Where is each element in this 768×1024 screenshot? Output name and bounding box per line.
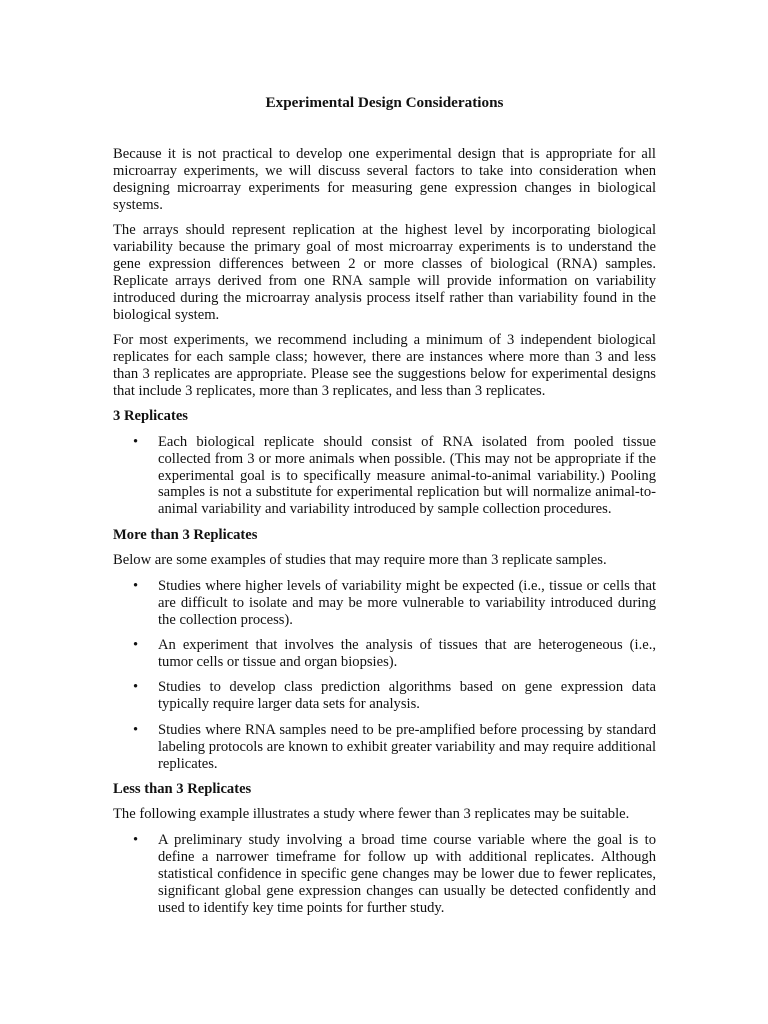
bullet-list-3-replicates	[113, 434, 656, 519]
replication-paragraph: The arrays should represent replication at the highest level by incorporating biological variability because the primary goal of most microarray experiments is to understand the gene expression differences between 2 or more classes of biological (RNA) samples. Replicate arrays derived from one RNA sample will provide information on variability introduced during the microarray analysis process itself rather than variability found in the biological system.	[113, 222, 656, 323]
section-heading-less-than-3: Less than 3 Replicates	[113, 781, 252, 798]
list-item	[113, 679, 656, 713]
section-intro-less-than-3: The following example illustrates a study where fewer than 3 replicates may be suitable.	[113, 806, 630, 823]
section-heading-3-replicates: 3 Replicates	[113, 408, 188, 425]
list-item	[113, 722, 656, 773]
list-item	[113, 832, 656, 917]
section-intro-more-than-3: Below are some examples of studies that may require more than 3 replicate samples.	[113, 552, 607, 569]
list-item	[113, 434, 656, 519]
list-item-text: A preliminary study involving a broad time course variable where the goal is to define a narrower timeframe for follow up with additional replicates. Although statistical confidence in specific gene changes may be lower due to fewer replicates, significant global gene expression changes can usually be detected confidently and used to identify key time points for further study.	[158, 831, 656, 916]
section-heading-more-than-3: More than 3 Replicates	[113, 526, 258, 543]
bullet-icon: •	[133, 433, 139, 450]
document-body	[113, 146, 656, 925]
list-item	[113, 578, 656, 629]
list-item-text: Each biological replicate should consist of RNA isolated from pooled tissue collected from 3 or more animals when possible. (This may not be appropriate if the experimental goal is to specifically measure animal-to-animal variability.) Pooling samples is not a substitute for experimental replication but will normalize animal-to-animal variability and variability introduced by sample collection procedures.	[158, 433, 656, 518]
bullet-icon: •	[133, 831, 139, 848]
intro-paragraph: Because it is not practical to develop one experimental design that is appropriate for all microarray experiments, we will discuss several factors to take into consideration when designing microarray experiments for measuring gene expression changes in biological systems.	[113, 146, 656, 213]
list-item	[113, 637, 656, 671]
document-title: Experimental Design Considerations	[265, 94, 504, 111]
bullet-list-more-than-3	[113, 578, 656, 773]
bullet-list-less-than-3	[113, 832, 656, 917]
list-item-text: Studies where RNA samples need to be pre-amplified before processing by standard labeling protocols are known to exhibit greater variability and may require additional replicates.	[158, 721, 656, 772]
bullet-icon: •	[133, 679, 139, 696]
list-item-text: Studies where higher levels of variability might be expected (i.e., tissue or cells that are difficult to isolate and may be more vulnerable to variability introduced during the collection process).	[158, 577, 656, 628]
bullet-icon: •	[133, 721, 139, 738]
recommendation-paragraph: For most experiments, we recommend including a minimum of 3 independent biological replicates for each sample class; however, there are instances where more than 3 and less than 3 replicates are appropriate. Please see the suggestions below for experimental designs that include 3 replicates, more than 3 replicates, and less than 3 replicates.	[113, 332, 656, 399]
list-item-text: Studies to develop class prediction algorithms based on gene expression data typically require larger data sets for analysis.	[158, 679, 656, 713]
bullet-icon: •	[133, 637, 139, 653]
bullet-icon: •	[133, 577, 139, 594]
list-item-text: An experiment that involves the analysis of tissues that are heterogeneous (i.e., tumor cells or tissue and organ biopsies).	[158, 637, 656, 670]
